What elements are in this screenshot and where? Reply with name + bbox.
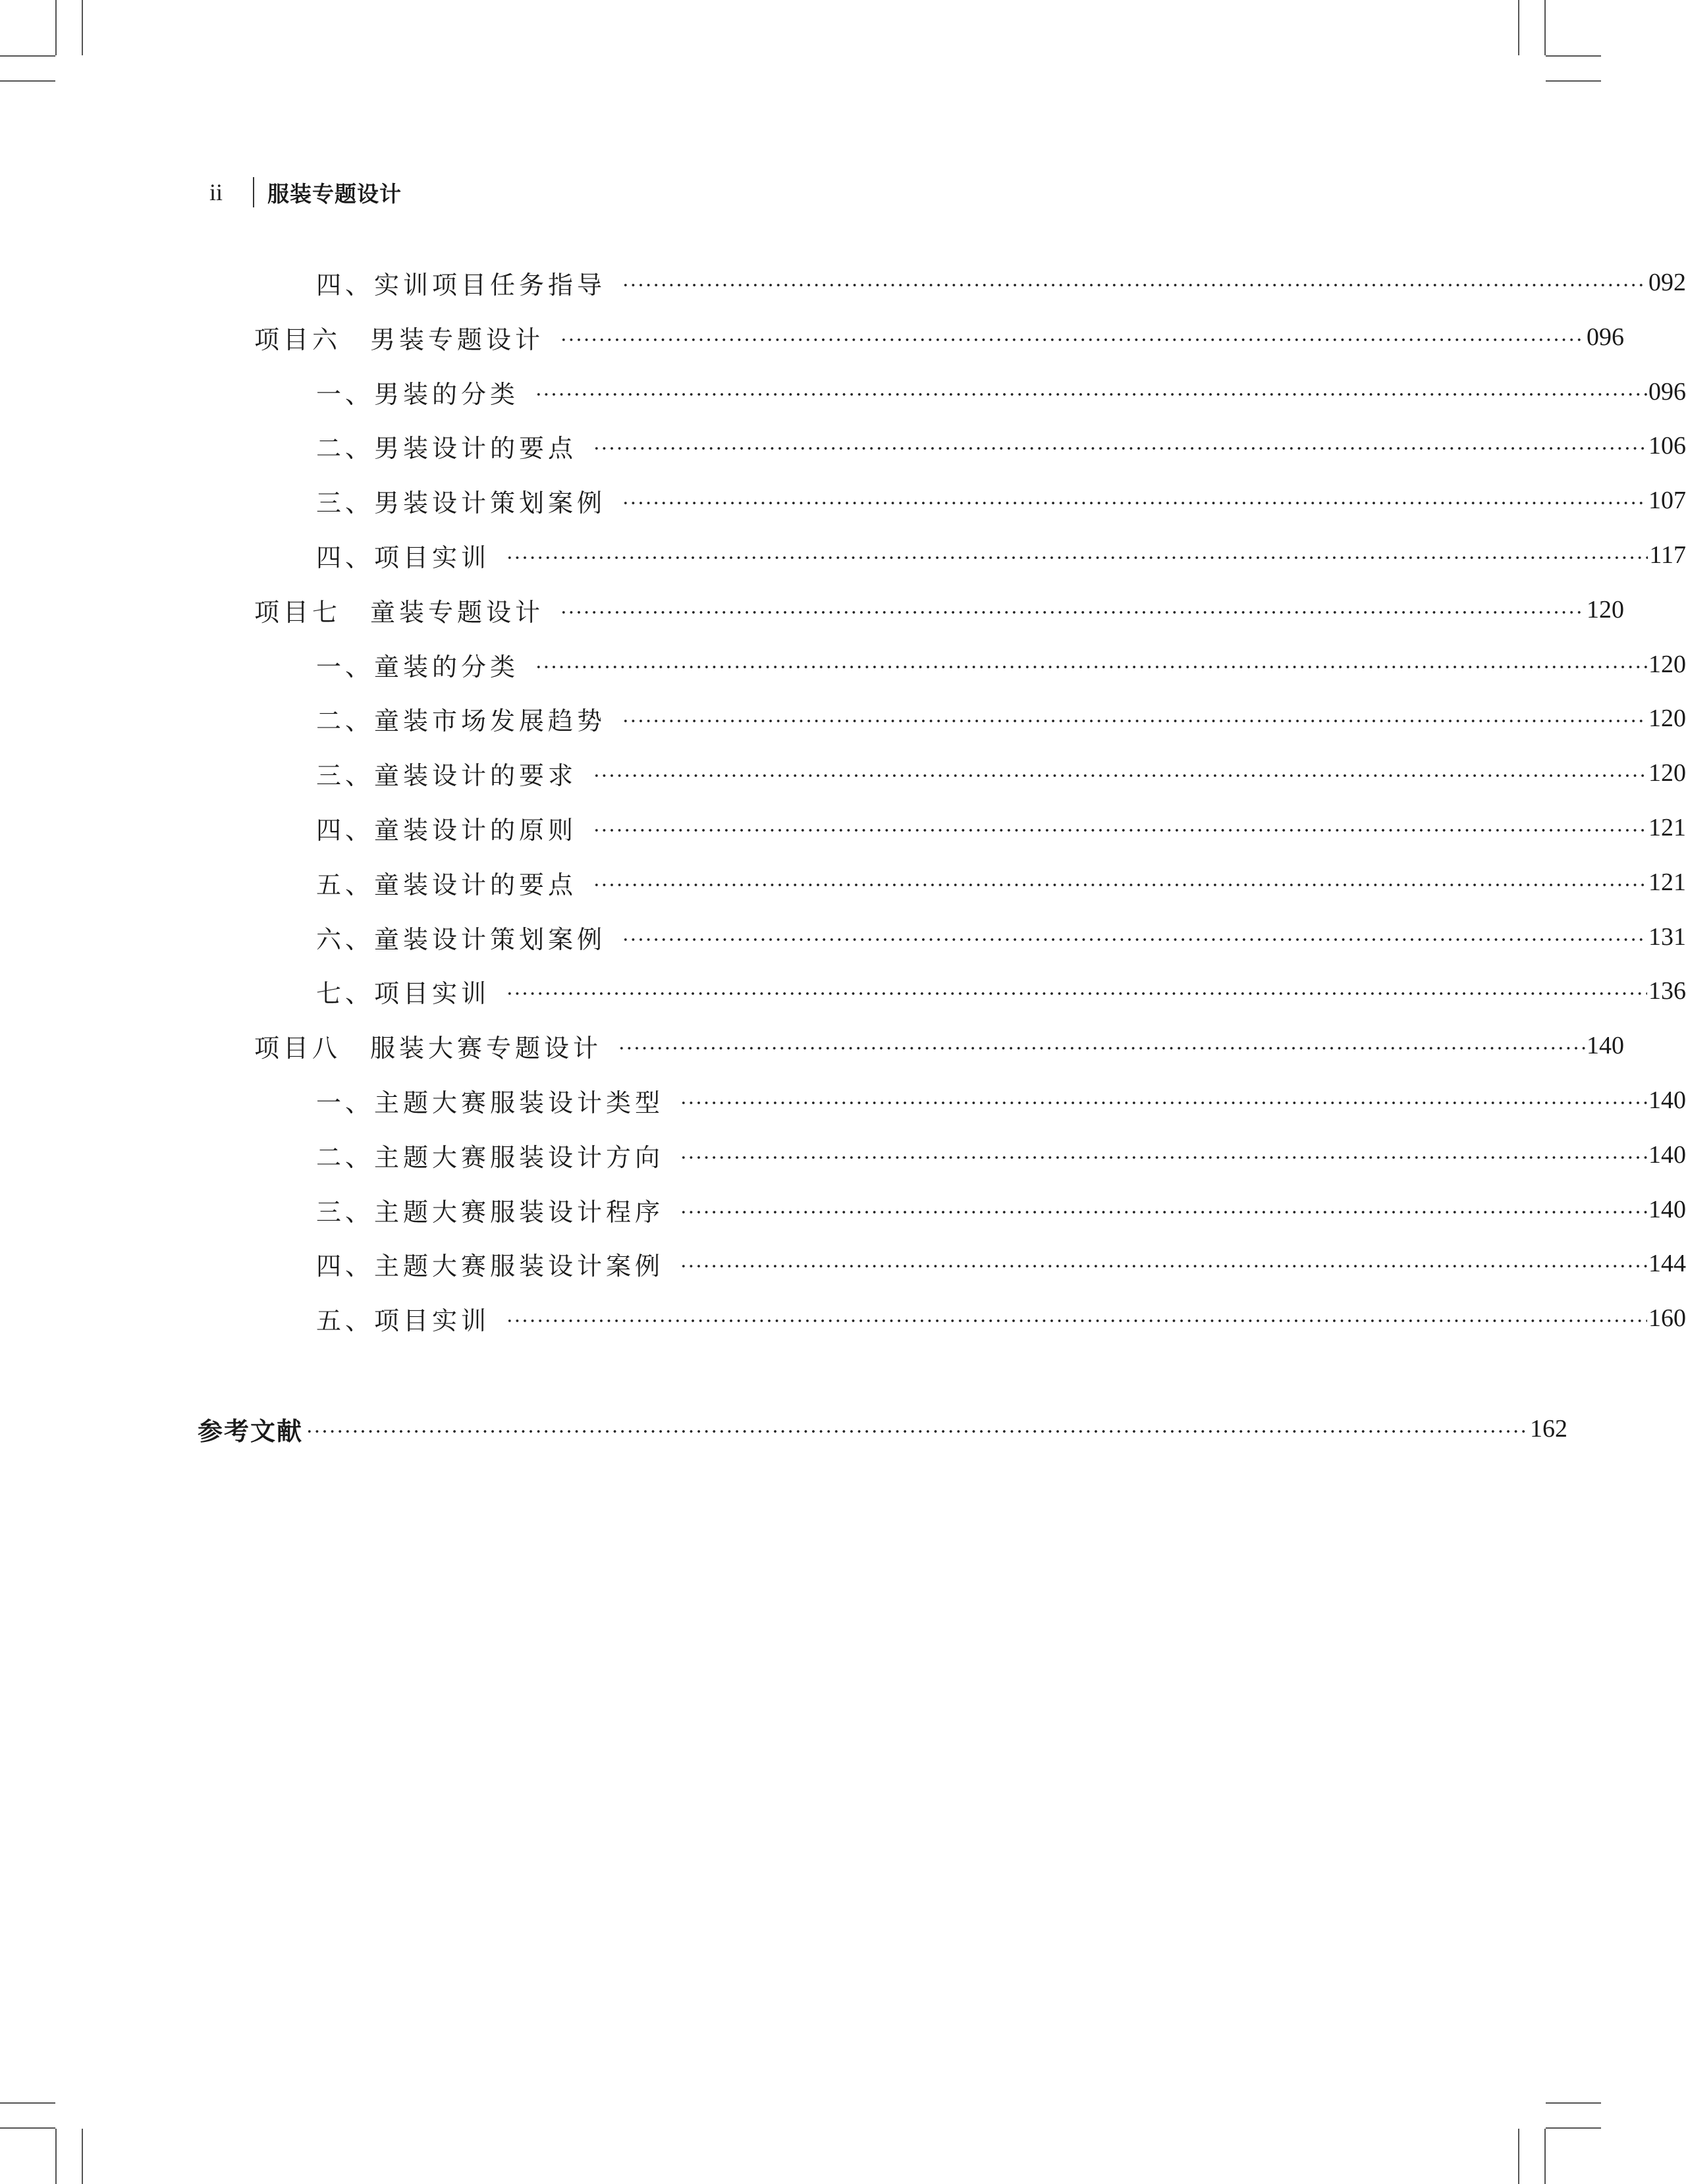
crop-mark (1544, 0, 1546, 55)
crop-mark (1546, 2127, 1601, 2129)
dot-leader (622, 282, 1647, 288)
toc-entry-references[interactable] (0, 1410, 1567, 1447)
toc-entry-section[interactable] (0, 1300, 1686, 1337)
toc-entry-title: 四、童装设计的原则 (316, 815, 578, 845)
crop-mark (1546, 55, 1601, 57)
crop-mark (0, 2127, 55, 2129)
dot-leader (593, 446, 1647, 451)
toc-entry-page: 140 (1587, 1032, 1624, 1059)
dot-leader (680, 1155, 1647, 1160)
dot-leader (535, 664, 1647, 670)
toc-entry-section[interactable] (0, 482, 1686, 519)
book-title: 服装专题设计 (267, 180, 402, 207)
crop-mark (1518, 2129, 1519, 2184)
crop-mark (1546, 2102, 1601, 2104)
dot-leader (506, 1318, 1647, 1323)
dot-leader (680, 1100, 1647, 1105)
crop-mark (0, 2102, 55, 2104)
toc-entry-page: 120 (1648, 759, 1686, 787)
toc-entry-page: 121 (1648, 814, 1686, 841)
header-divider (253, 177, 254, 207)
dot-leader (506, 991, 1647, 996)
toc-entry-section[interactable] (0, 264, 1686, 301)
toc-entry-section[interactable] (0, 1191, 1686, 1228)
toc-entry-title: 二、童装市场发展趋势 (316, 706, 607, 735)
toc-entry-section[interactable] (0, 537, 1686, 573)
dot-leader (680, 1264, 1647, 1269)
toc-entry-page: 120 (1648, 651, 1686, 678)
toc-entry-page: 120 (1648, 705, 1686, 732)
dot-leader (306, 1429, 1529, 1434)
dot-leader (680, 1210, 1647, 1215)
toc-entry-title: 一、童装的分类 (316, 652, 520, 681)
toc-entry-section[interactable] (0, 1082, 1686, 1119)
toc-entry-page: 140 (1648, 1141, 1686, 1169)
toc-entry-section[interactable] (0, 700, 1686, 737)
toc-entry-page: 107 (1648, 487, 1686, 514)
dot-leader (593, 773, 1647, 778)
toc-entry-section[interactable] (0, 972, 1686, 1009)
toc-entry-section[interactable] (0, 809, 1686, 846)
toc-entry-title: 七、项目实训 (316, 978, 491, 1008)
crop-mark (0, 55, 55, 57)
crop-mark (1544, 2129, 1546, 2184)
toc-entry-section[interactable] (0, 646, 1686, 683)
toc-entry-title: 一、主题大赛服装设计类型 (316, 1088, 665, 1117)
toc-entry-title: 一、男装的分类 (316, 379, 520, 409)
dot-leader (622, 937, 1647, 942)
crop-mark (82, 0, 83, 55)
toc-entry-title: 四、实训项目任务指导 (316, 270, 607, 300)
toc-entry-page: 117 (1649, 541, 1686, 569)
dot-leader (535, 392, 1647, 397)
toc-entry-title: 二、主题大赛服装设计方向 (316, 1142, 665, 1172)
dot-leader (506, 555, 1648, 560)
toc-entry-page: 136 (1648, 977, 1686, 1005)
toc-entry-title: 四、主题大赛服装设计案例 (316, 1251, 665, 1281)
toc-entry-page: 096 (1648, 378, 1686, 406)
toc-entry-page: 131 (1648, 923, 1686, 951)
toc-entry-section[interactable] (0, 919, 1686, 955)
toc-entry-title: 二、男装设计的要点 (316, 433, 578, 463)
toc-entry-project[interactable] (0, 591, 1624, 628)
dot-leader (622, 718, 1647, 724)
dot-leader (593, 828, 1647, 833)
crop-mark (55, 0, 57, 55)
crop-mark (0, 80, 55, 82)
toc-entry-page: 160 (1648, 1304, 1686, 1332)
toc-entry-title: 五、项目实训 (316, 1306, 491, 1335)
crop-mark (1546, 80, 1601, 82)
dot-leader (560, 610, 1585, 615)
toc-entry-title: 项目八 服装大赛专题设计 (254, 1033, 603, 1063)
dot-leader (622, 500, 1647, 506)
toc-entry-section[interactable] (0, 373, 1686, 410)
dot-leader (560, 337, 1585, 342)
crop-mark (55, 2129, 57, 2184)
toc-entry-title: 三、童装设计的要求 (316, 760, 578, 790)
toc-entry-project[interactable] (0, 1027, 1624, 1064)
toc-entry-page: 096 (1587, 323, 1624, 351)
toc-entry-page: 121 (1648, 868, 1686, 896)
toc-entry-page: 140 (1648, 1086, 1686, 1114)
toc-entry-title: 四、项目实训 (316, 543, 491, 572)
toc-entry-page: 162 (1530, 1415, 1567, 1443)
dot-leader (618, 1046, 1585, 1051)
toc-entry-title: 项目七 童装专题设计 (254, 597, 545, 627)
toc-entry-section[interactable] (0, 1136, 1686, 1173)
toc-entry-section[interactable] (0, 755, 1686, 791)
toc-entry-title: 三、男装设计策划案例 (316, 488, 607, 518)
toc-entry-section[interactable] (0, 427, 1686, 464)
toc-entry-title: 三、主题大赛服装设计程序 (316, 1197, 665, 1227)
toc-entry-title: 六、童装设计策划案例 (316, 924, 607, 954)
toc-entry-section[interactable] (0, 864, 1686, 901)
toc-entry-page: 120 (1587, 596, 1624, 624)
toc-entry-page: 140 (1648, 1196, 1686, 1223)
dot-leader (593, 882, 1647, 888)
toc-entry-page: 144 (1648, 1250, 1686, 1277)
toc-entry-project[interactable] (0, 319, 1624, 356)
toc-entry-page: 106 (1648, 432, 1686, 460)
toc-entry-page: 092 (1648, 269, 1686, 296)
toc-entry-section[interactable] (0, 1245, 1686, 1282)
toc-entry-title: 五、童装设计的要点 (316, 870, 578, 899)
crop-mark (1518, 0, 1519, 55)
toc-entry-title: 项目六 男装专题设计 (254, 325, 545, 354)
running-header (209, 174, 402, 211)
crop-mark (82, 2129, 83, 2184)
page-number: ii (209, 179, 223, 205)
toc-entry-title: 参考文献 (198, 1416, 304, 1446)
